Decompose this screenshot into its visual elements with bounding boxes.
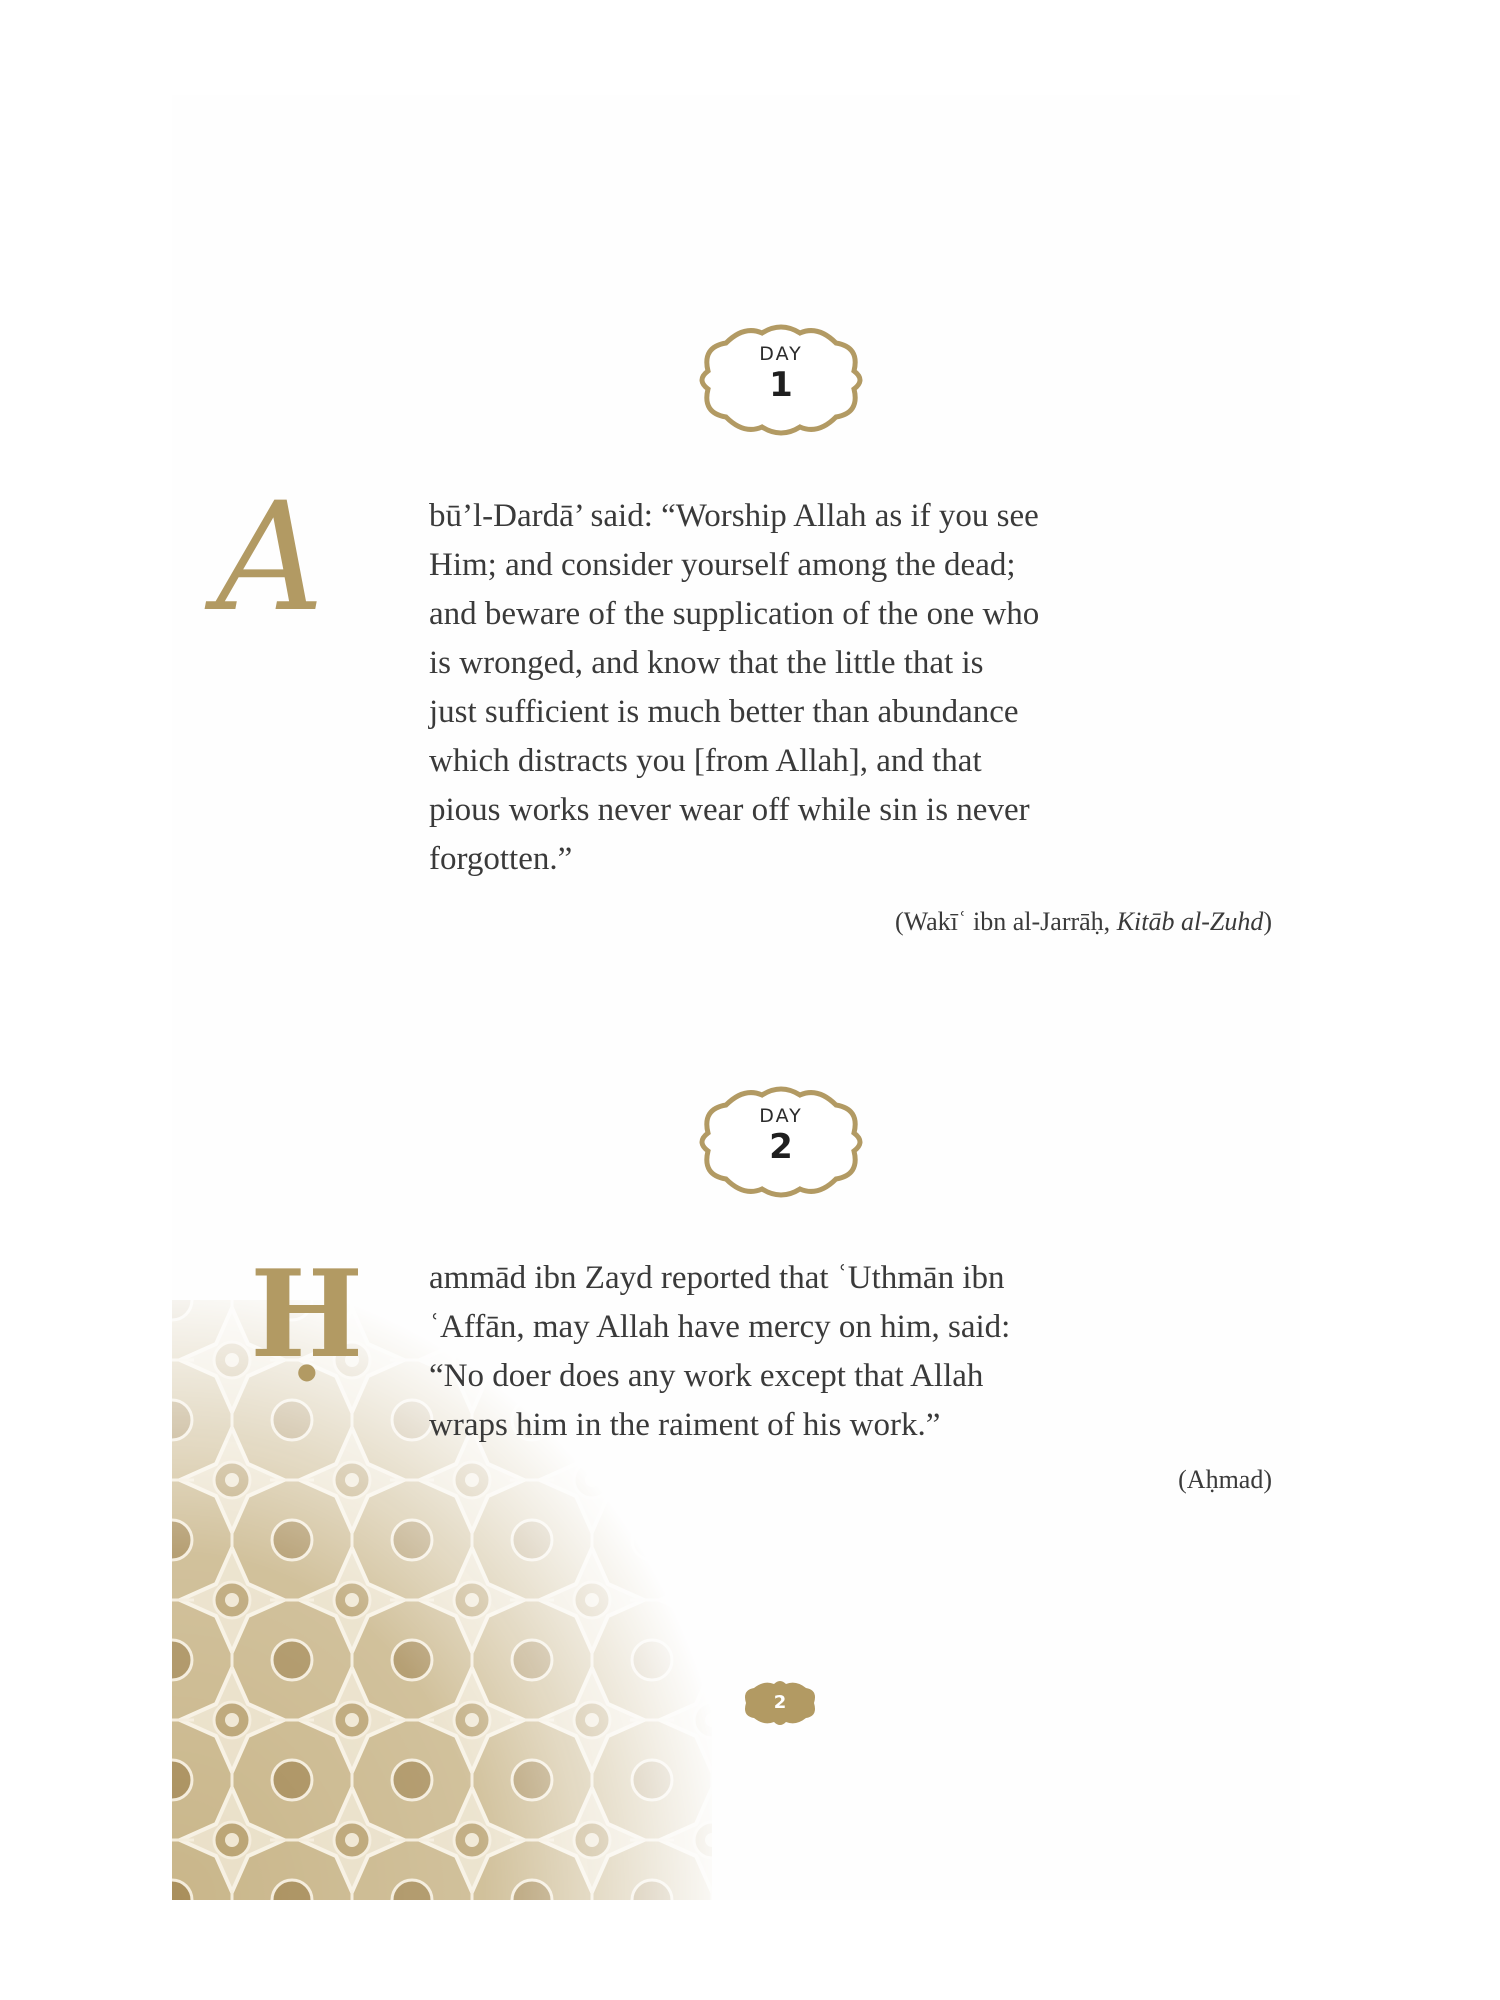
passage-day-1: [429, 492, 1149, 884]
passage-line: is wronged, and know that the little that is: [429, 645, 984, 681]
passage-line: “No doer does any work except that Allah: [429, 1358, 984, 1394]
passage-line: pious works never wear off while sin is never: [429, 792, 1030, 828]
source-text: (Wakīʿ ibn al-Jarrāḥ,: [894, 907, 1117, 936]
page-sheet: [172, 95, 1300, 1900]
passage-day-2: [429, 1254, 1149, 1450]
day-badge-2: [696, 1083, 866, 1201]
passage-line: wraps him in the raiment of his work.”: [429, 1407, 941, 1443]
passage-line: and beware of the supplication of the one who: [429, 596, 1040, 632]
day-badge-1: [696, 321, 866, 439]
passage-line: ʿAffān, may Allah have mercy on him, said:: [429, 1309, 1011, 1345]
day-label: DAY: [759, 343, 803, 365]
day-number: 1: [769, 365, 793, 405]
passage-line: just sufficient is much better than abundance: [429, 694, 1019, 730]
source-title: Kitāb al-Zuhd: [1116, 907, 1264, 936]
day-label: DAY: [759, 1105, 803, 1127]
source-text: (Aḥmad): [1178, 1465, 1272, 1494]
source-close: ): [1263, 907, 1272, 936]
source-citation-1: [672, 907, 1272, 937]
drop-cap-1: A: [216, 471, 325, 645]
page-number-badge: [740, 1678, 820, 1728]
day-number: 2: [769, 1127, 793, 1167]
source-citation-2: [672, 1465, 1272, 1495]
passage-line: ammād ibn Zayd reported that ʿUthmān ibn: [429, 1260, 1005, 1296]
passage-line: bū’l-Dardā’ said: “Worship Allah as if you see: [429, 498, 1039, 534]
passage-line: which distracts you [from Allah], and that: [429, 743, 982, 779]
drop-cap-2: Ḥ: [250, 1244, 364, 1385]
passage-line: Him; and consider yourself among the dead;: [429, 547, 1016, 583]
page-number: 2: [773, 1692, 787, 1713]
passage-line: forgotten.”: [429, 841, 573, 877]
